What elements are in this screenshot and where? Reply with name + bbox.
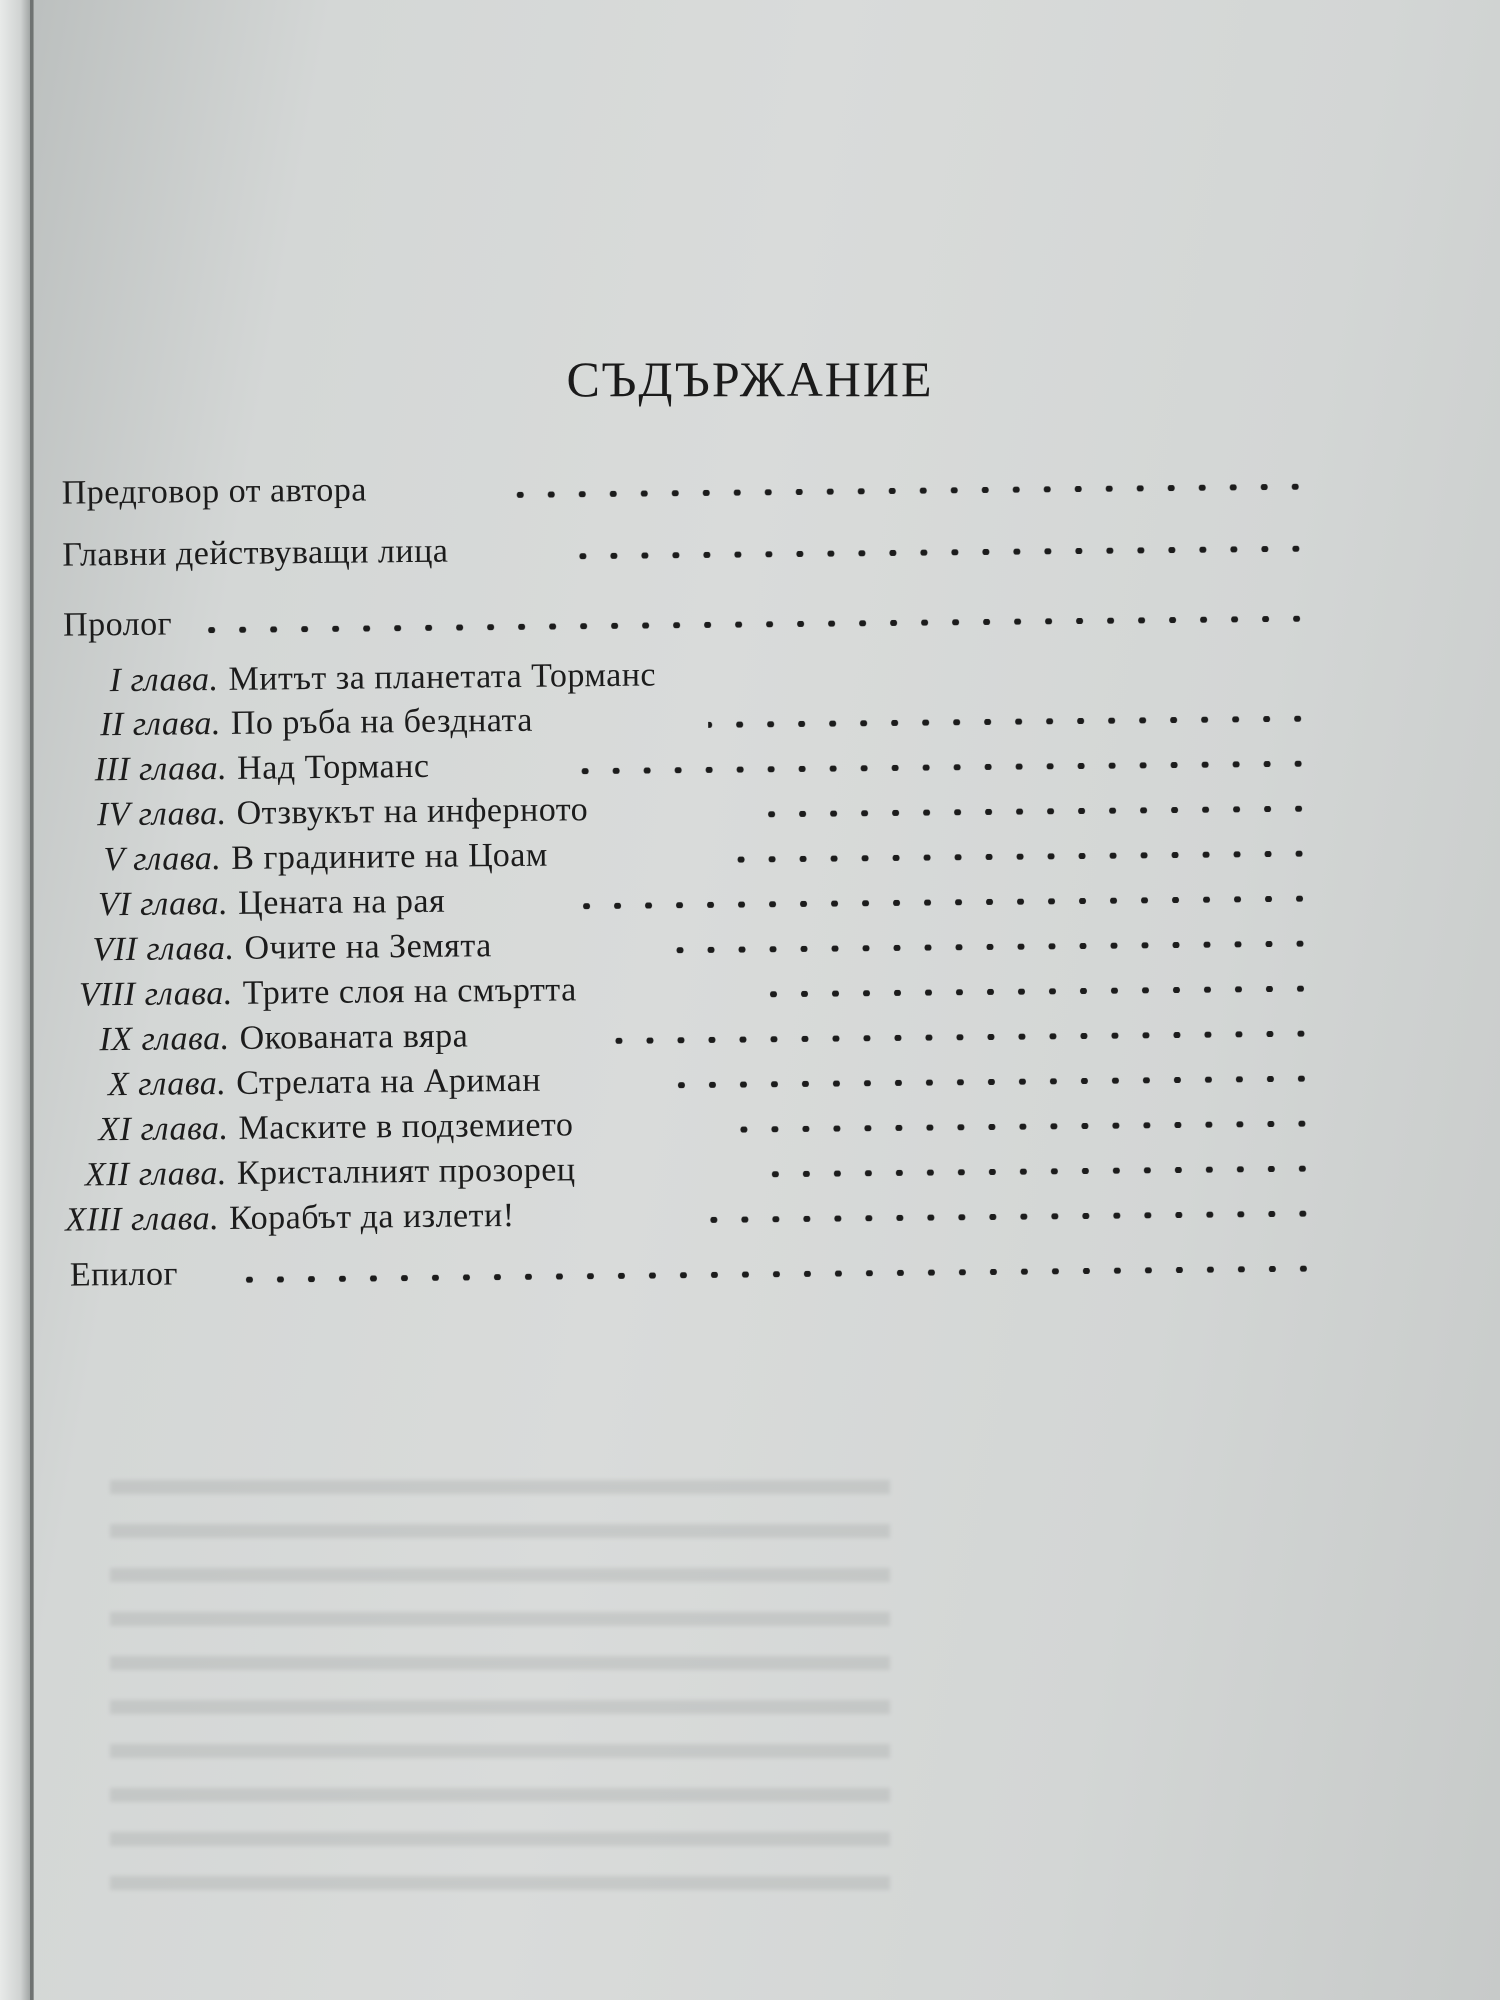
toc-entry-chapter-7	[0, 927, 492, 982]
toc-entry-title	[98, 1106, 573, 1149]
chapter-number: XIII глава.	[65, 1200, 220, 1239]
toc-title-text: Цената на рая	[238, 882, 446, 922]
toc-title-text: Окованата вяра	[239, 1017, 469, 1057]
toc-entry-chapter-12	[3, 1151, 576, 1207]
toc-entry-title	[98, 883, 446, 925]
toc-title-text: Пролог	[62, 605, 173, 644]
toc-entry-title	[92, 927, 492, 969]
chapter-number: V глава.	[103, 840, 222, 879]
toc-entry-title	[109, 656, 656, 700]
dot-leader	[601, 1031, 1316, 1044]
toc-title-text: Епилог	[69, 1255, 179, 1294]
toc-entry-chapter-8	[1, 971, 577, 1027]
dot-leader	[564, 761, 1314, 775]
dot-leader	[763, 1166, 1318, 1178]
toc-entry-chapter-11	[2, 1106, 574, 1162]
dot-leader	[566, 546, 1311, 560]
toc-title-text: Трите слоя на смъртта	[242, 971, 577, 1012]
chapter-number: XI глава.	[98, 1109, 229, 1149]
toc-entry-title	[108, 1062, 541, 1105]
chapter-number: XII глава.	[84, 1154, 228, 1194]
toc-title-text: Над Торманс	[236, 747, 430, 787]
chapter-number: X глава.	[107, 1064, 227, 1104]
toc-title-text: В градините на Цоам	[231, 836, 549, 877]
dot-leader	[580, 896, 1315, 910]
toc-entry-epilogue	[4, 1255, 179, 1307]
dot-leader	[749, 806, 1314, 818]
dot-leader	[722, 1121, 1317, 1133]
toc-title-text: По ръба на бездната	[230, 701, 534, 742]
toc-entry-title	[97, 791, 588, 834]
dot-leader	[207, 616, 1312, 634]
dot-leader	[693, 1211, 1318, 1224]
dot-leader	[660, 941, 1315, 954]
toc-entry-title	[85, 1151, 576, 1194]
toc-entry-title	[63, 606, 172, 645]
toc-title-text: Митът за планетата Торманс	[228, 656, 657, 698]
toc-title-text: Предговор от автора	[61, 471, 368, 512]
page-title: СЪДЪРЖАНИЕ	[566, 351, 934, 407]
toc-entry-title	[70, 1255, 178, 1294]
toc-entry-title	[94, 748, 429, 790]
chapter-number: I глава.	[109, 661, 219, 700]
dot-leader	[725, 851, 1315, 863]
toc-entry-title	[79, 971, 577, 1014]
toc-entry-chapter-9	[1, 1017, 469, 1072]
toc-title-text: Маските в подземието	[238, 1106, 574, 1147]
toc-entry-title	[62, 471, 368, 512]
toc-title-text: Очите на Земята	[244, 927, 492, 967]
chapter-number: III глава.	[94, 749, 228, 789]
toc-title-text: Главни действуващи лица	[62, 532, 449, 574]
chapter-number: VIII глава.	[78, 974, 233, 1014]
toc-title-text: Стрелата на Ариман	[236, 1061, 542, 1102]
dot-leader	[761, 986, 1316, 998]
toc-entry-title	[99, 1017, 468, 1059]
toc-entry-title	[100, 702, 533, 745]
chapter-number: II глава.	[99, 705, 222, 744]
chapter-number: IX глава.	[99, 1019, 230, 1059]
toc-entry-title	[62, 533, 448, 575]
toc-entry-chapter-10	[2, 1061, 542, 1117]
dot-leader	[224, 1266, 1319, 1283]
toc-entry-title	[65, 1197, 515, 1240]
chapter-number: VII глава.	[92, 929, 235, 969]
dot-leader	[496, 484, 1311, 499]
toc-title-text: Корабът да излети!	[228, 1196, 515, 1237]
dot-leader	[708, 716, 1313, 728]
toc-entry-title	[103, 837, 548, 880]
toc-title-text: Отзвукът на инферното	[236, 791, 589, 832]
toc-entry-chapter-13	[3, 1196, 515, 1252]
chapter-number: IV глава.	[96, 794, 227, 834]
chapter-number: VI глава.	[97, 884, 229, 924]
dot-leader	[672, 1076, 1317, 1089]
toc-title-text: Кристалният прозорец	[236, 1151, 576, 1192]
